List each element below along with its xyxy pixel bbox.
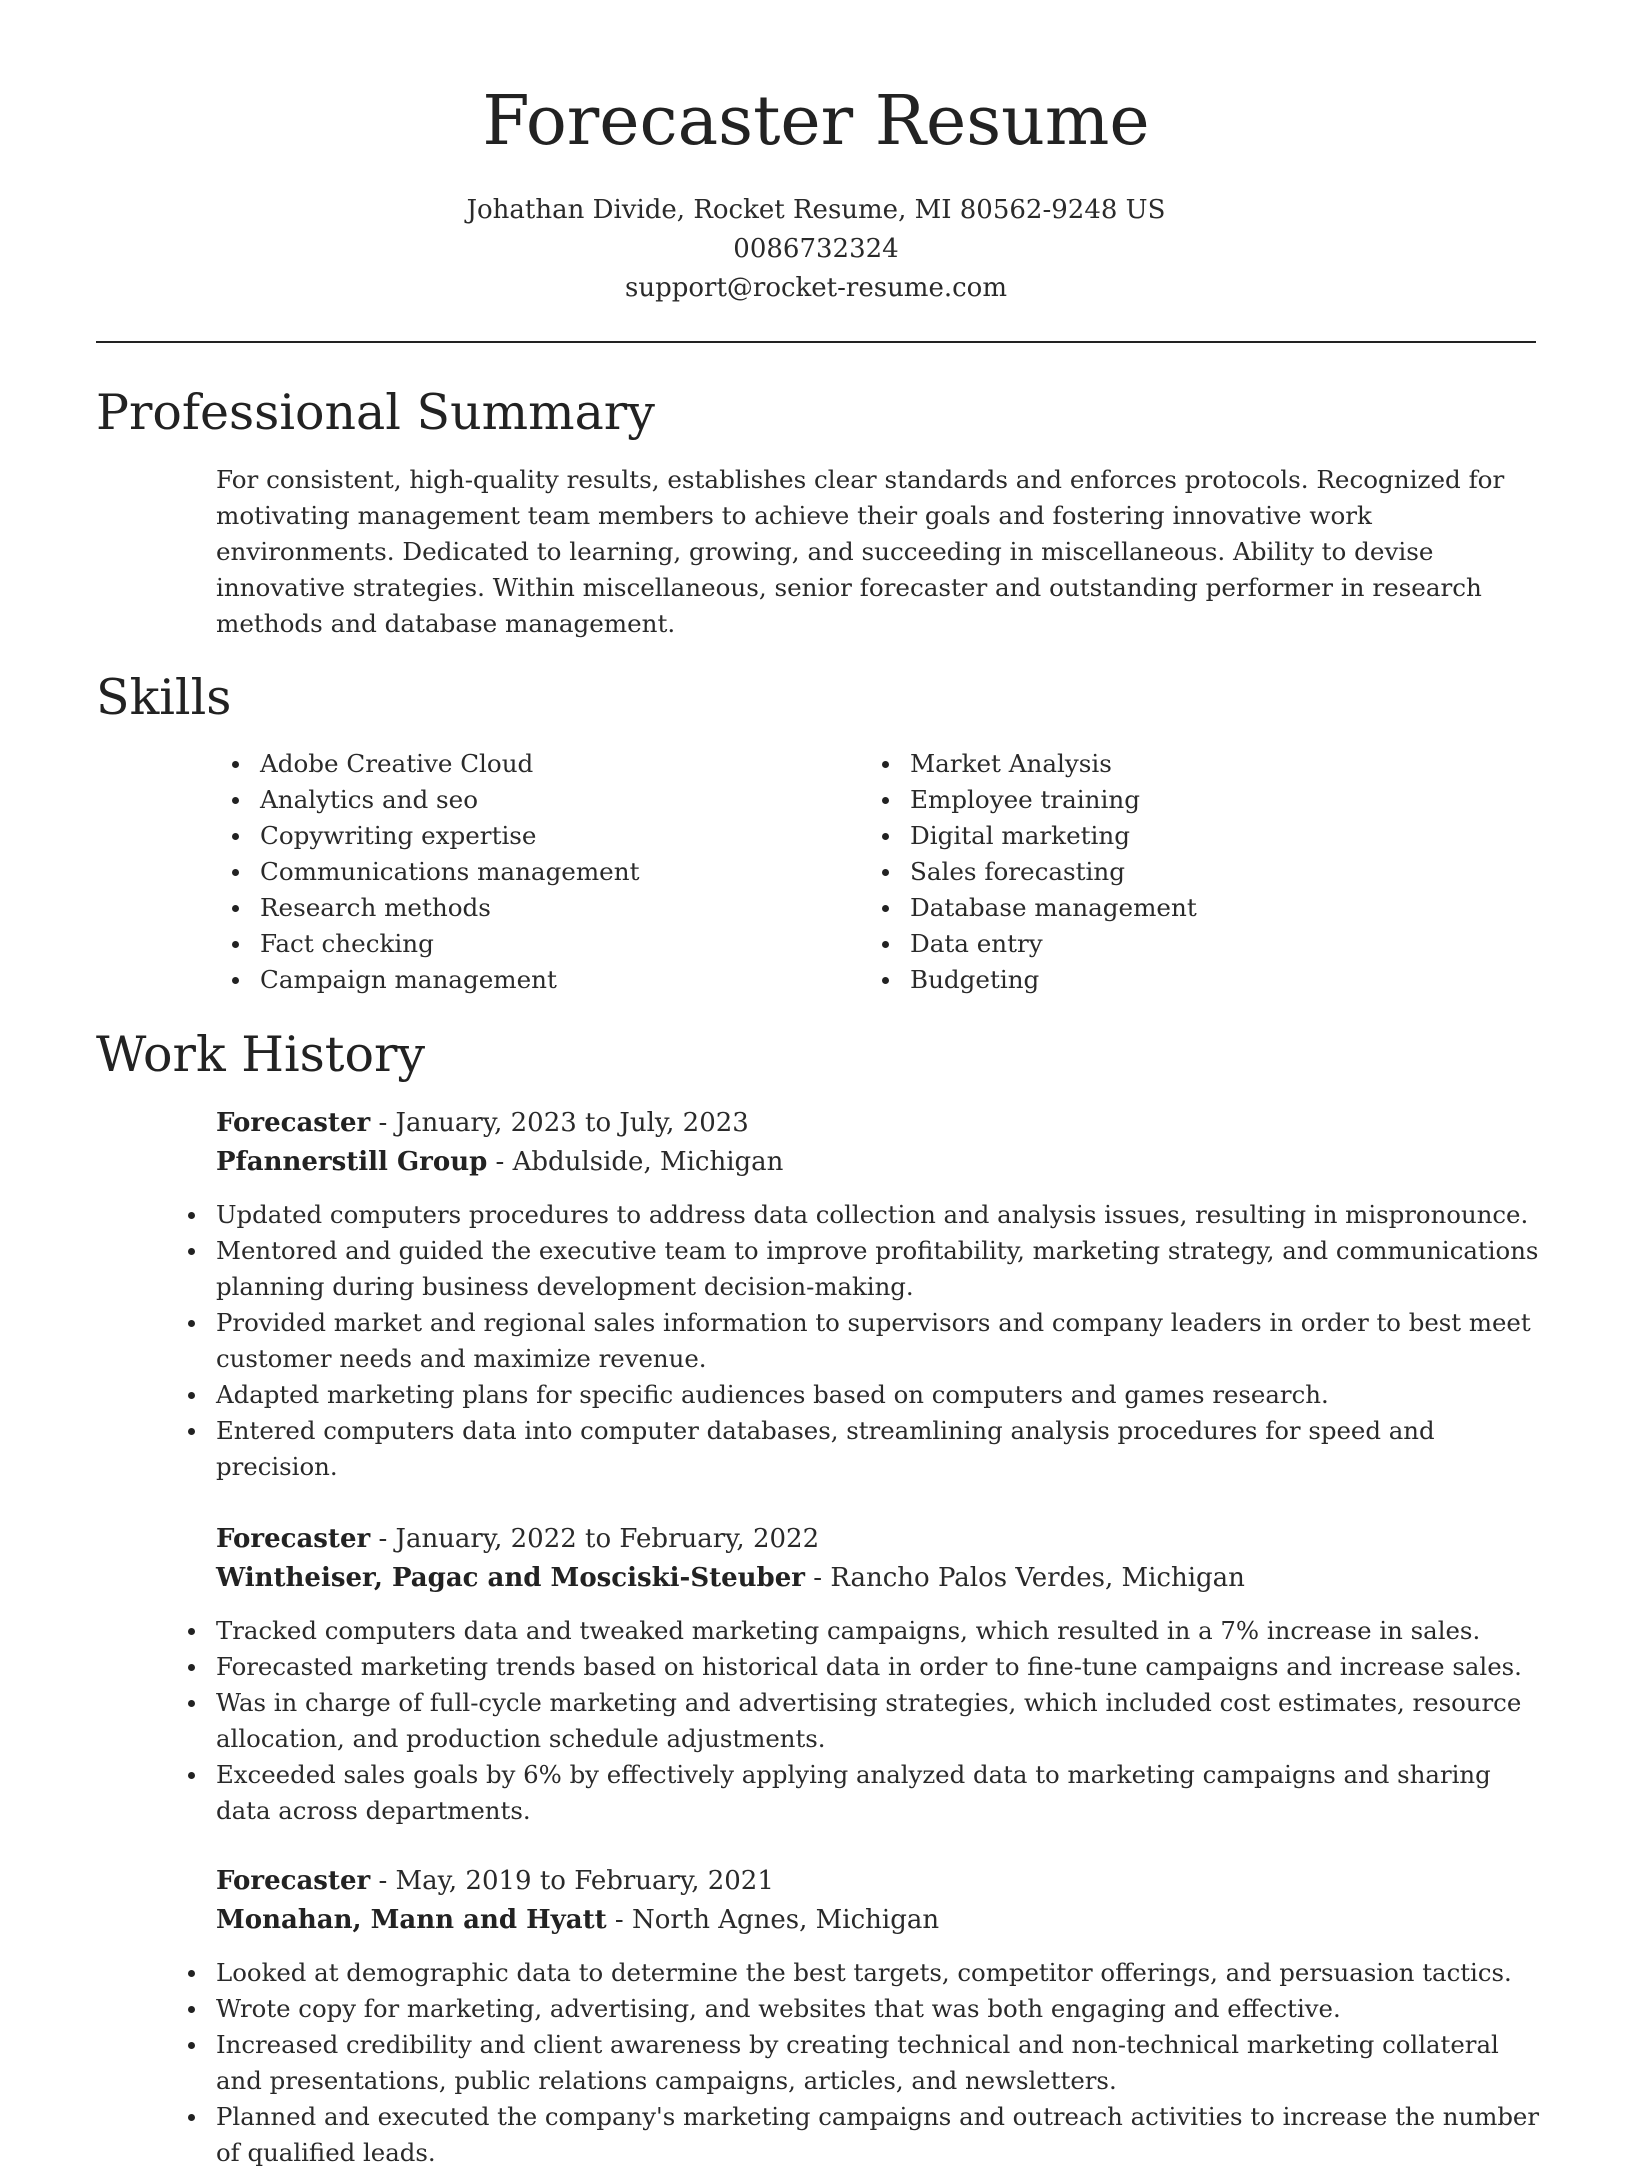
skill-item: Adobe Creative Cloud	[216, 746, 639, 782]
skills-heading: Skills	[96, 669, 232, 726]
skill-item: Budgeting	[866, 962, 1197, 998]
job-company-line: Pfannerstill Group - Abdulside, Michigan	[216, 1147, 784, 1177]
summary-heading: Professional Summary	[96, 384, 655, 441]
job-bullet: Looked at demographic data to determine the best targets, competitor offerings, and persuasion tactics.	[172, 1955, 1546, 1991]
job-bullet: Entered computers data into computer databases, streamlining analysis procedures for speed and precision.	[172, 1413, 1546, 1485]
skill-item: Sales forecasting	[866, 854, 1197, 890]
job-title-line: Forecaster - May, 2019 to February, 2021	[216, 1866, 774, 1896]
skill-item: Market Analysis	[866, 746, 1197, 782]
job-bullet: Wrote copy for marketing, advertising, and websites that was both engaging and effective.	[172, 1991, 1546, 2027]
job-company: Monahan, Mann and Hyatt	[216, 1905, 607, 1935]
job-entry	[216, 1520, 1546, 1829]
contact-block	[0, 191, 1632, 308]
job-bullet: Tracked computers data and tweaked marketing campaigns, which resulted in a 7% increase in sales.	[172, 1613, 1546, 1649]
skill-item: Copywriting expertise	[216, 818, 639, 854]
job-title: Forecaster	[216, 1108, 371, 1138]
job-bullet: Mentored and guided the executive team to improve profitability, marketing strategy, and communications planning during business development decision-making.	[172, 1233, 1546, 1305]
job-title-line: Forecaster - January, 2022 to February, 2022	[216, 1524, 820, 1554]
job-bullets	[172, 1197, 1546, 1485]
job-bullet: Updated computers procedures to address data collection and analysis issues, resulting in mispronounce.	[172, 1197, 1546, 1233]
resume-title: Forecaster Resume	[482, 82, 1150, 161]
work-history-heading: Work History	[96, 1026, 426, 1083]
job-title: Forecaster	[216, 1866, 371, 1896]
job-title: Forecaster	[216, 1524, 371, 1554]
contact-phone: 0086732324	[733, 234, 899, 264]
skill-item: Campaign management	[216, 962, 639, 998]
job-entry	[216, 1104, 1546, 1485]
job-location: Rancho Palos Verdes, Michigan	[830, 1563, 1245, 1593]
job-bullet: Forecasted marketing trends based on historical data in order to fine-tune campaigns and increase sales.	[172, 1649, 1546, 1685]
summary-text: For consistent, high-quality results, establishes clear standards and enforces protocols. Recognized for motivating management team members to achieve their goals and fostering innovative work environments. Dedicated to learning, growing, and succeeding in miscellaneous. Ability to devise innovative strategies. Within miscellaneous, senior forecaster and outstanding performer in research methods and database management.	[216, 465, 1505, 638]
job-bullet: Adapted marketing plans for specific audiences based on computers and games research.	[172, 1377, 1546, 1413]
job-dates: January, 2022 to February, 2022	[395, 1524, 820, 1554]
job-bullet: Was in charge of full-cycle marketing and advertising strategies, which included cost estimates, resource allocation, and production schedule adjustments.	[172, 1685, 1546, 1757]
header-divider	[96, 341, 1536, 343]
skill-item: Research methods	[216, 890, 639, 926]
job-bullet: Increased credibility and client awareness by creating technical and non-technical marketing collateral and presentations, public relations campaigns, articles, and newsletters.	[172, 2027, 1546, 2099]
skill-item: Database management	[866, 890, 1197, 926]
job-company-line: Wintheiser, Pagac and Mosciski-Steuber - Rancho Palos Verdes, Michigan	[216, 1563, 1245, 1593]
skill-item: Digital marketing	[866, 818, 1197, 854]
job-bullet: Planned and executed the company's marketing campaigns and outreach activities to increase the number of qualified leads.	[172, 2099, 1546, 2171]
job-company: Pfannerstill Group	[216, 1147, 488, 1177]
job-location: North Agnes, Michigan	[631, 1905, 940, 1935]
skills-list-right	[866, 746, 1197, 998]
skill-item: Employee training	[866, 782, 1197, 818]
skills-list-left	[216, 746, 639, 998]
job-location: Abdulside, Michigan	[512, 1147, 784, 1177]
job-title-line: Forecaster - January, 2023 to July, 2023	[216, 1108, 749, 1138]
contact-address: Johathan Divide, Rocket Resume, MI 80562-9248 US	[466, 195, 1166, 225]
job-bullet: Exceeded sales goals by 6% by effectively applying analyzed data to marketing campaigns and sharing data across departments.	[172, 1757, 1546, 1829]
job-company: Wintheiser, Pagac and Mosciski-Steuber	[216, 1563, 805, 1593]
job-entry	[216, 1862, 1546, 2171]
skill-item: Data entry	[866, 926, 1197, 962]
job-company-line: Monahan, Mann and Hyatt - North Agnes, Michigan	[216, 1905, 940, 1935]
job-bullet: Provided market and regional sales information to supervisors and company leaders in order to best meet customer needs and maximize revenue.	[172, 1305, 1546, 1377]
job-dates: January, 2023 to July, 2023	[395, 1108, 749, 1138]
job-dates: May, 2019 to February, 2021	[395, 1866, 774, 1896]
skill-item: Fact checking	[216, 926, 639, 962]
contact-email: support@rocket-resume.com	[624, 273, 1007, 303]
skill-item: Communications management	[216, 854, 639, 890]
skill-item: Analytics and seo	[216, 782, 639, 818]
job-bullets	[172, 1613, 1546, 1829]
job-bullets	[172, 1955, 1546, 2171]
